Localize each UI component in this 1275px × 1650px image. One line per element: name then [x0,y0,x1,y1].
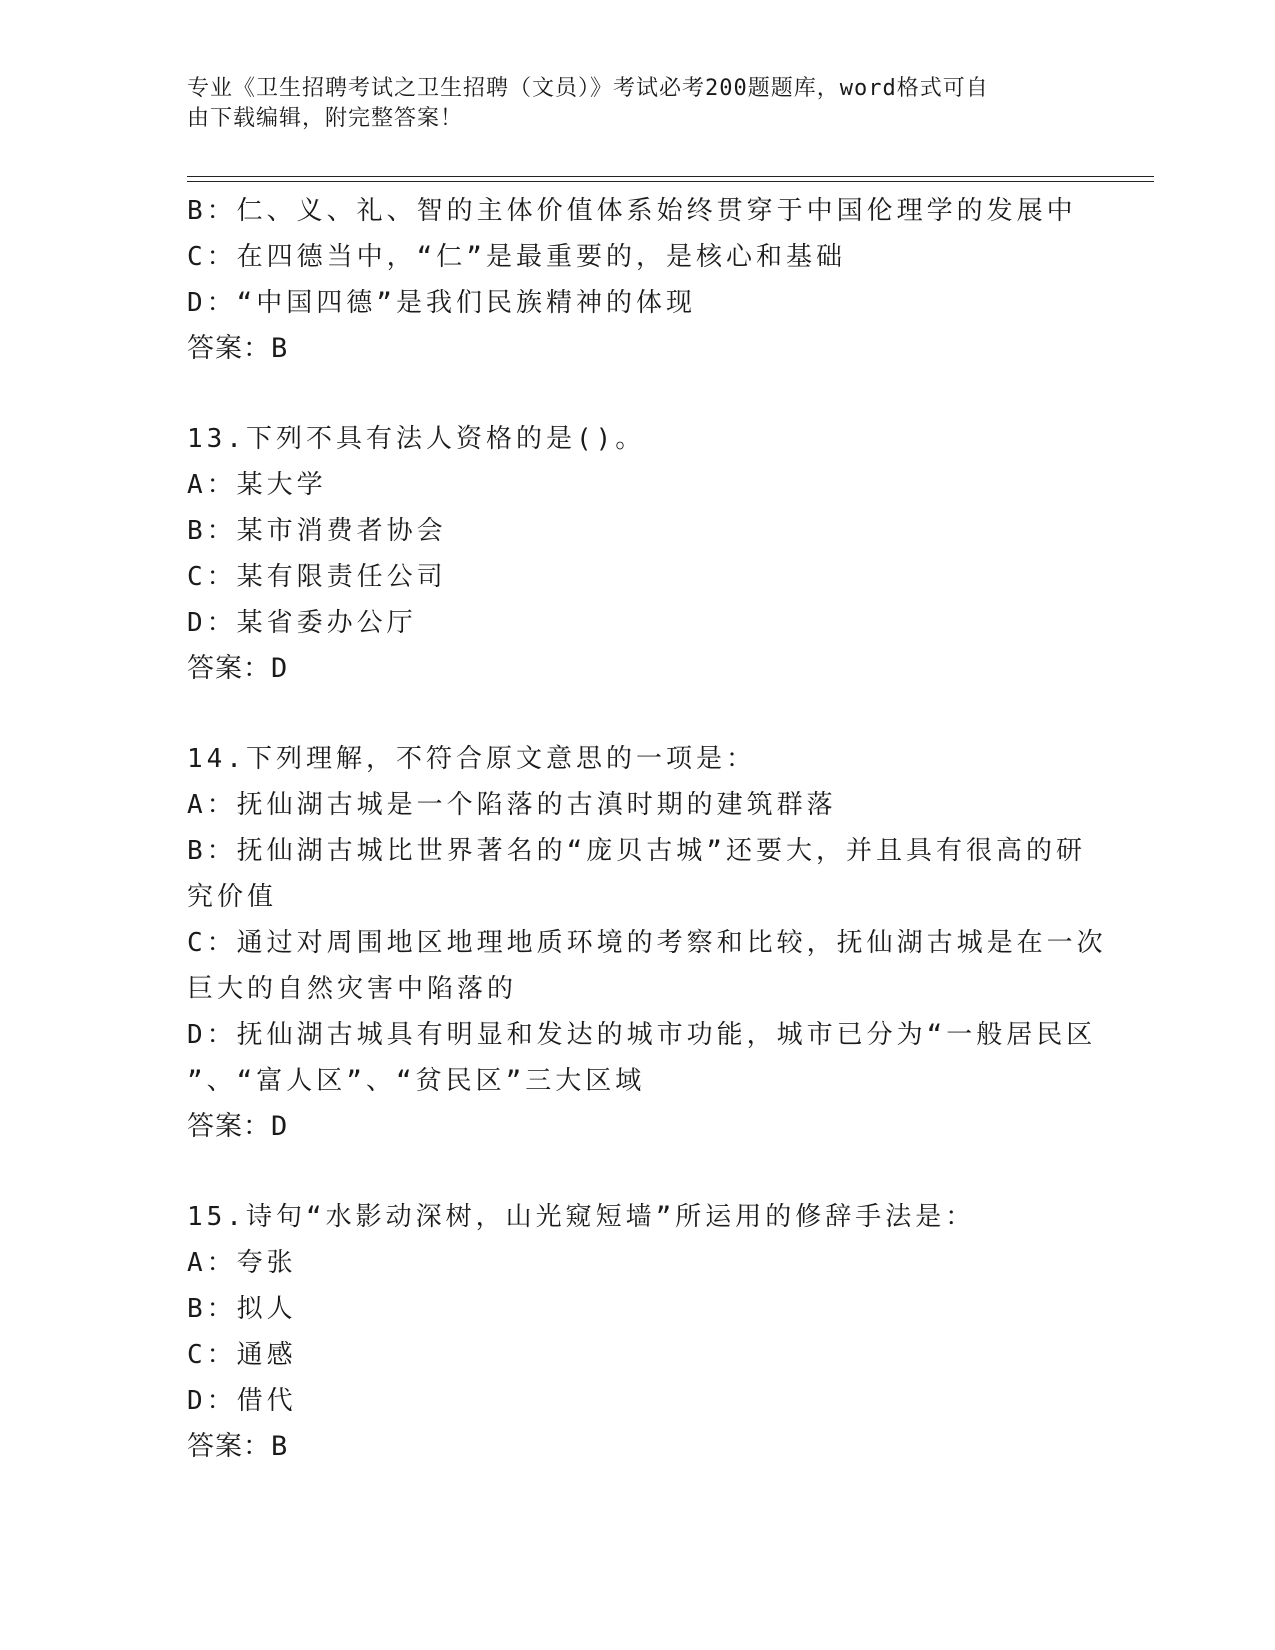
question-stem: 13.下列不具有法人资格的是()。 [187,424,646,454]
answer: 答案：B [187,1431,289,1462]
page-header [187,74,1067,134]
option-d: D：借代 [187,1386,297,1416]
option-b: B：某市消费者协会 [187,516,447,546]
question-14 [187,736,1107,1150]
question-15 [187,1194,1087,1470]
question-13 [187,416,1087,692]
option-d: D：某省委办公厅 [187,608,417,638]
option-c: C：通感 [187,1340,297,1370]
option-c: C：在四德当中，“仁”是最重要的，是核心和基础 [187,242,846,272]
answer: 答案：B [187,333,289,364]
option-b: B：拟人 [187,1294,297,1324]
header-line-2: 由下载编辑，附完整答案！ [187,106,464,131]
option-c-line-1: C：通过对周围地区地理地质环境的考察和比较，抚仙湖古城是在一次 [187,928,1107,958]
answer: 答案：D [187,1111,289,1142]
option-c-line-2: 巨大的自然灾害中陷落的 [187,974,518,1004]
question-12-tail [187,188,1087,372]
option-d: D：“中国四德”是我们民族精神的体现 [187,288,696,318]
option-a: A：夸张 [187,1248,297,1278]
option-d-line-2: ”、“富人区”、“贫民区”三大区域 [187,1066,646,1096]
header-rule-bottom [187,181,1154,182]
answer: 答案：D [187,653,289,684]
option-d-line-1: D：抚仙湖古城具有明显和发达的城市功能，城市已分为“一般居民区 [187,1020,1097,1050]
header-rule-top [187,176,1154,177]
option-b-line-1: B：抚仙湖古城比世界著名的“庞贝古城”还要大，并且具有很高的研 [187,836,1086,866]
option-b: B：仁、义、礼、智的主体价值体系始终贯穿于中国伦理学的发展中 [187,196,1077,226]
question-stem: 14.下列理解，不符合原文意思的一项是： [187,744,756,774]
option-c: C：某有限责任公司 [187,562,447,592]
option-a: A：抚仙湖古城是一个陷落的古滇时期的建筑群落 [187,790,837,820]
option-a: A：某大学 [187,470,327,500]
header-line-1: 专业《卫生招聘考试之卫生招聘（文员）》考试必考200题题库，word格式可自 [187,76,989,101]
question-list [187,188,1107,1470]
option-b-line-2: 究价值 [187,882,278,912]
question-stem: 15.诗句“水影动深树，山光窥短墙”所运用的修辞手法是： [187,1202,976,1232]
